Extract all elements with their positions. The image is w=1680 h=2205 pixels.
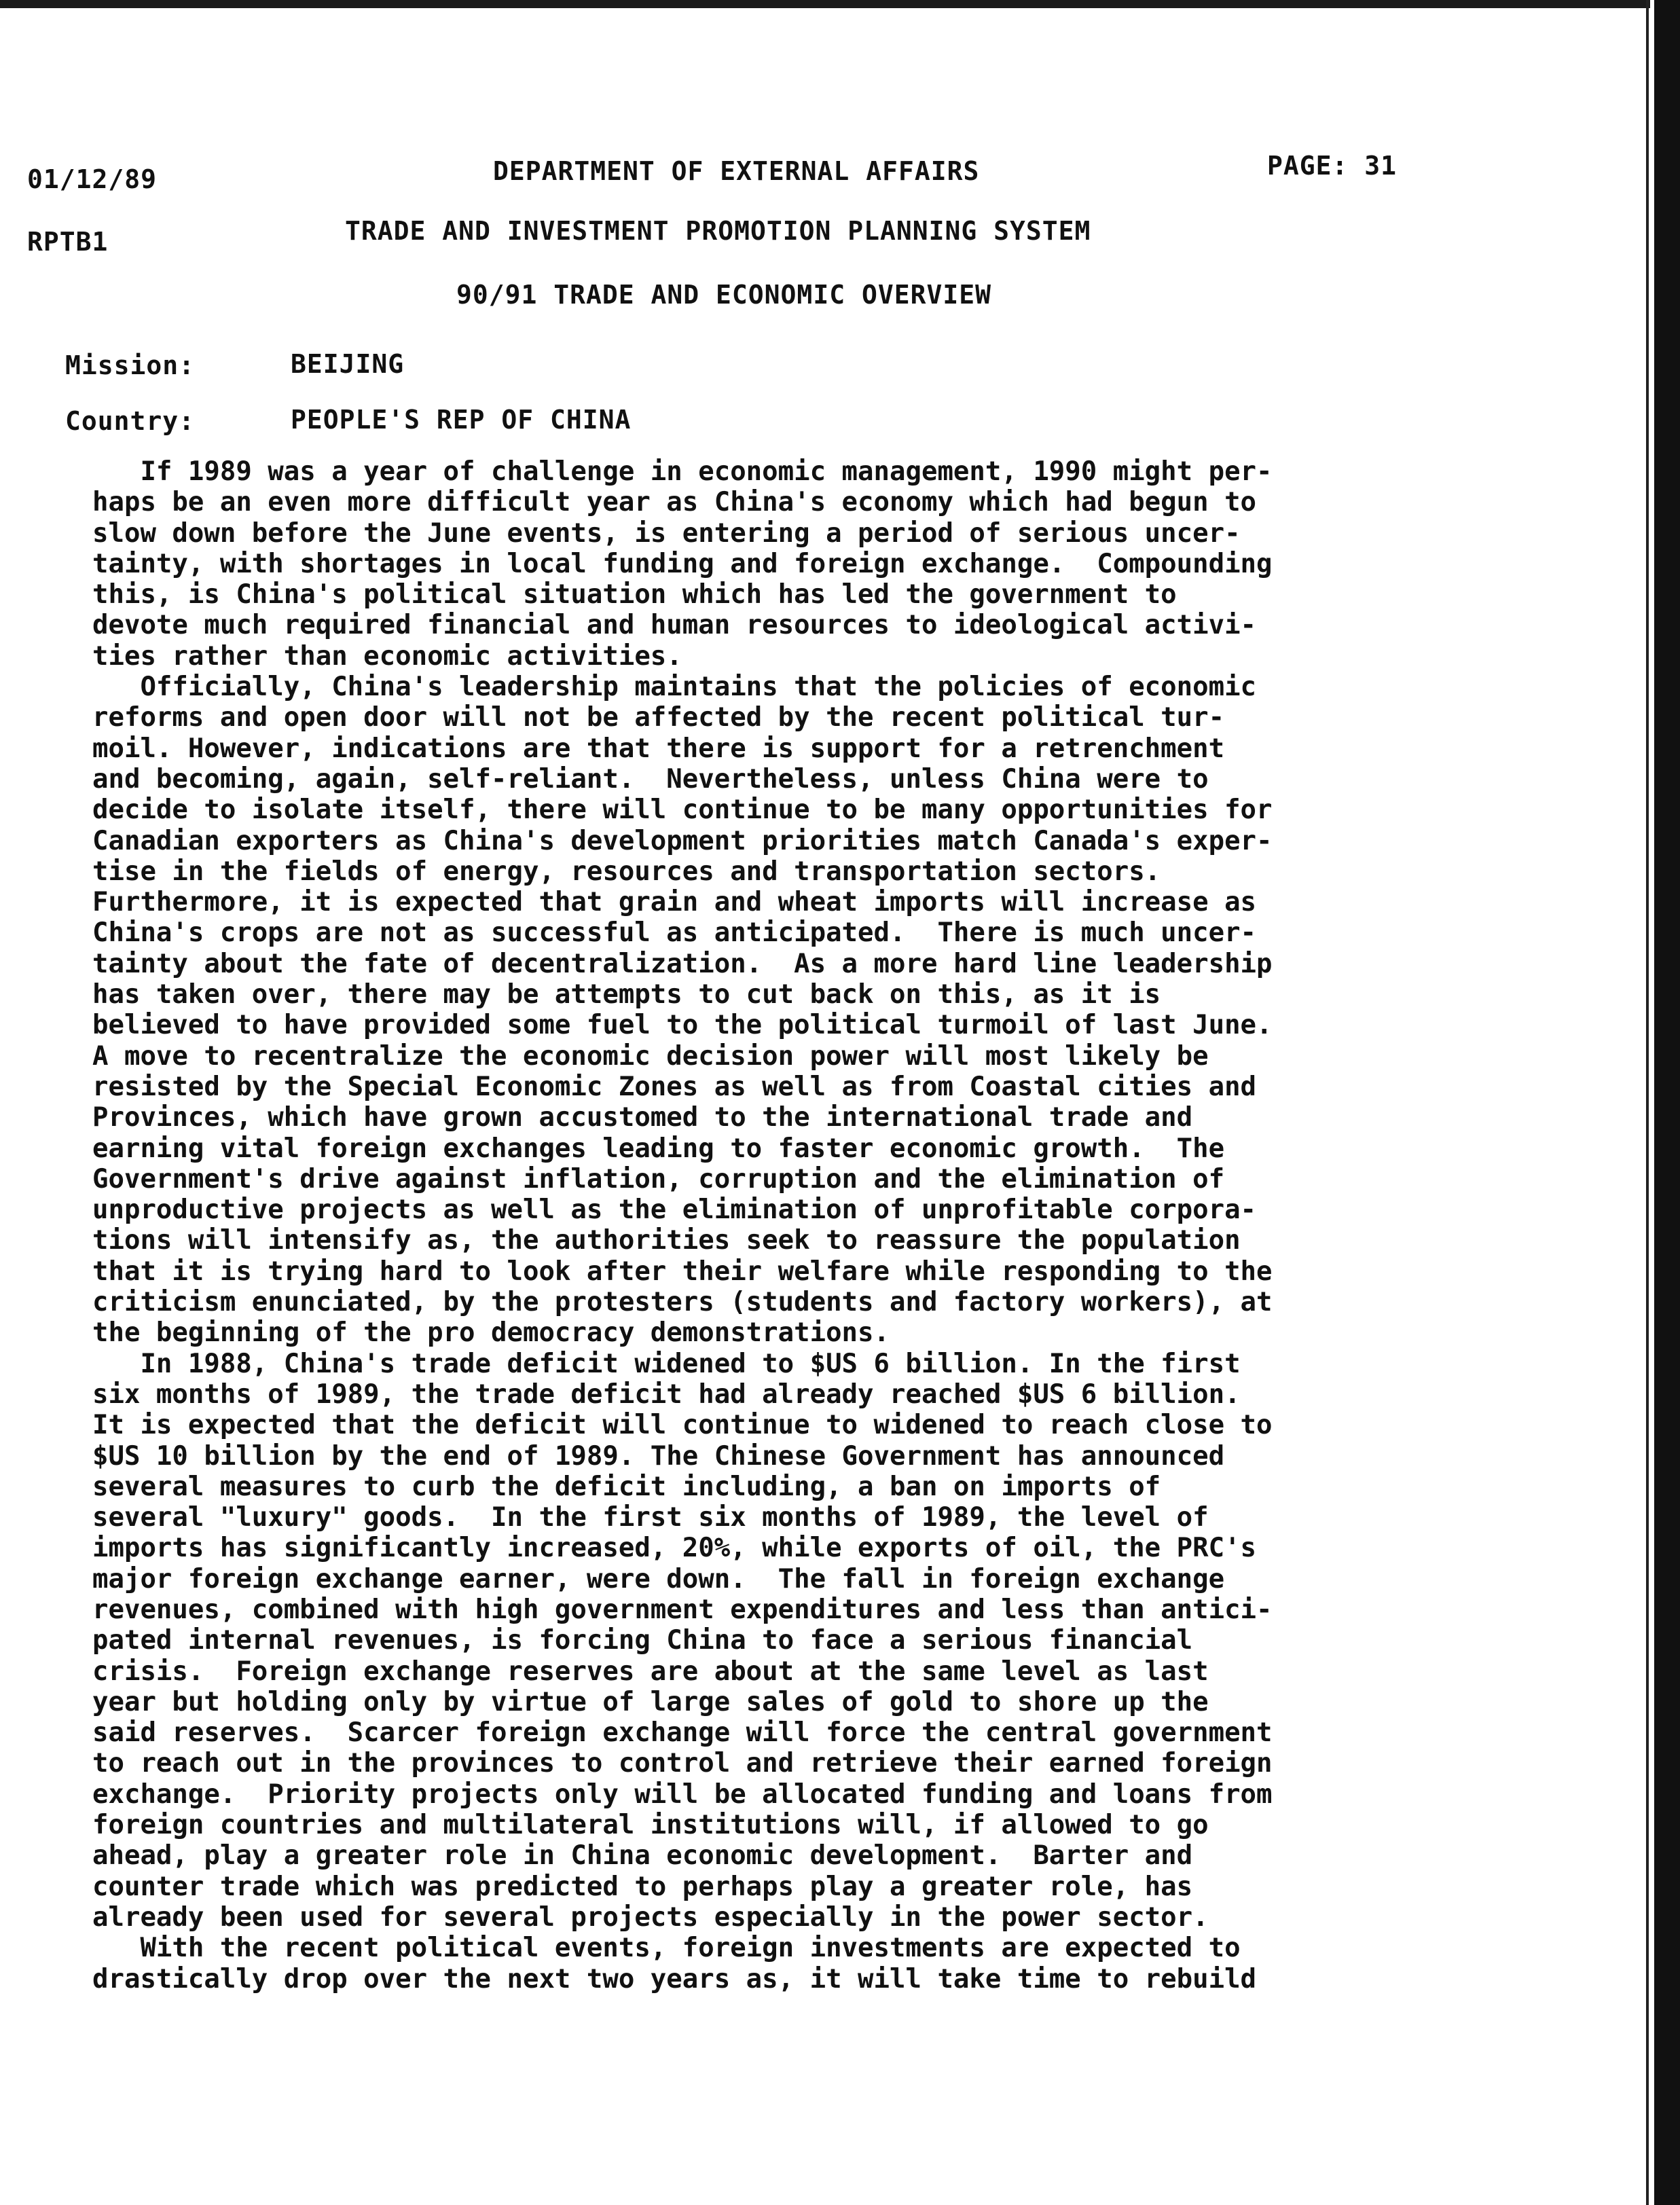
system-title: TRADE AND INVESTMENT PROMOTION PLANNING SYSTEM xyxy=(345,216,1091,246)
department-title: DEPARTMENT OF EXTERNAL AFFAIRS xyxy=(493,156,980,186)
paragraph-economic-challenge: If 1989 was a year of challenge in economic management, 1990 might per- haps be an even more difficult year as China's economy which had begun to slow down before the June events, is entering a period of serious uncer- tainty, with shortages in local funding and foreign exchange. Compounding this, is China's political situation which has led the government to devote much required financial and human resources to ideological activi- ties rather than economic activities. xyxy=(92,456,1273,672)
mission-value: BEIJING xyxy=(291,349,405,379)
report-date: 01/12/89 xyxy=(27,164,158,194)
right-scan-border xyxy=(1654,0,1680,2205)
page-number: PAGE: 31 xyxy=(1267,151,1398,181)
right-scan-border-gap xyxy=(1650,0,1654,2205)
paragraph-trade-deficit: In 1988, China's trade deficit widened to $US 6 billion. In the first six months of 1989, the trade deficit had already reached $US 6 billion. It is expected that the deficit will continue to widened to reach close to $US 10 billion by the end of 1989. The Chinese Government has announced several measures to curb the deficit including, a ban on imports of several "luxury" goods. In the first six months of 1989, the level of imports has significantly increased, 20%, while exports of oil, the PRC's major foreign exchange earner, were down. The fall in foreign exchange revenues, combined with high government expenditures and less than antici- pated internal revenues, is forcing China to face a serious financial crisis. Foreign exchange reserves are about at the same level as last year but holding only by virtue of large sales of gold to shore up the said reserves. Scarcer foreign exchange will force the central government to reach out in the provinces to control and retrieve their earned foreign exchange. Priority projects only will be allocated funding and loans from foreign countries and multilateral institutions will, if allowed to go ahead, play a greater role in China economic development. Barter and counter trade which was predicted to perhaps play a greater role, has already been used for several projects especially in the power sector. xyxy=(92,1348,1273,1933)
country-label: Country: xyxy=(65,406,196,436)
paragraph-leadership-policies: Officially, China's leadership maintains that the policies of economic reforms and open door will not be affected by the recent political tur- moil. However, indications are that there is support for a retrenchment and becoming, again, self-reliant. Nevertheless, unless China were to decide to isolate itself, there will continue to be many opportunities for Canadian exporters as China's development priorities match Canada's exper- tise in the fields of energy, resources and transportation sectors. Furthermore, it is expected that grain and wheat imports will increase as China's crops are not as successful as anticipated. There is much uncer- tainty about the fate of decentralization. As a more hard line leadership has taken over, there may be attempts to cut back on this, as it is believed to have provided some fuel to the political turmoil of last June. A move to recentralize the economic decision power will most likely be resisted by the Special Economic Zones as well as from Coastal cities and Provinces, which have grown accustomed to the international trade and earning vital foreign exchanges leading to faster economic growth. The Government's drive against inflation, corruption and the elimination of unproductive projects as well as the elimination of unprofitable corpora- tions will intensify as, the authorities seek to reassure the population that it is trying hard to look after their welfare while responding to the criticism enunciated, by the protesters (students and factory workers), at the beginning of the pro democracy demonstrations. xyxy=(92,672,1273,1349)
overview-body xyxy=(92,456,1491,1994)
paragraph-foreign-investment: With the recent political events, foreign investments are expected to drastically drop over the next two years as, it will take time to rebuild xyxy=(92,1933,1257,1994)
mission-label: Mission: xyxy=(65,350,196,380)
report-code: RPTB1 xyxy=(27,227,109,257)
right-scan-border-inner-line xyxy=(1646,0,1649,2205)
overview-title: 90/91 TRADE AND ECONOMIC OVERVIEW xyxy=(456,280,991,310)
top-scan-border xyxy=(0,0,1680,8)
country-value: PEOPLE'S REP OF CHINA xyxy=(291,405,632,435)
